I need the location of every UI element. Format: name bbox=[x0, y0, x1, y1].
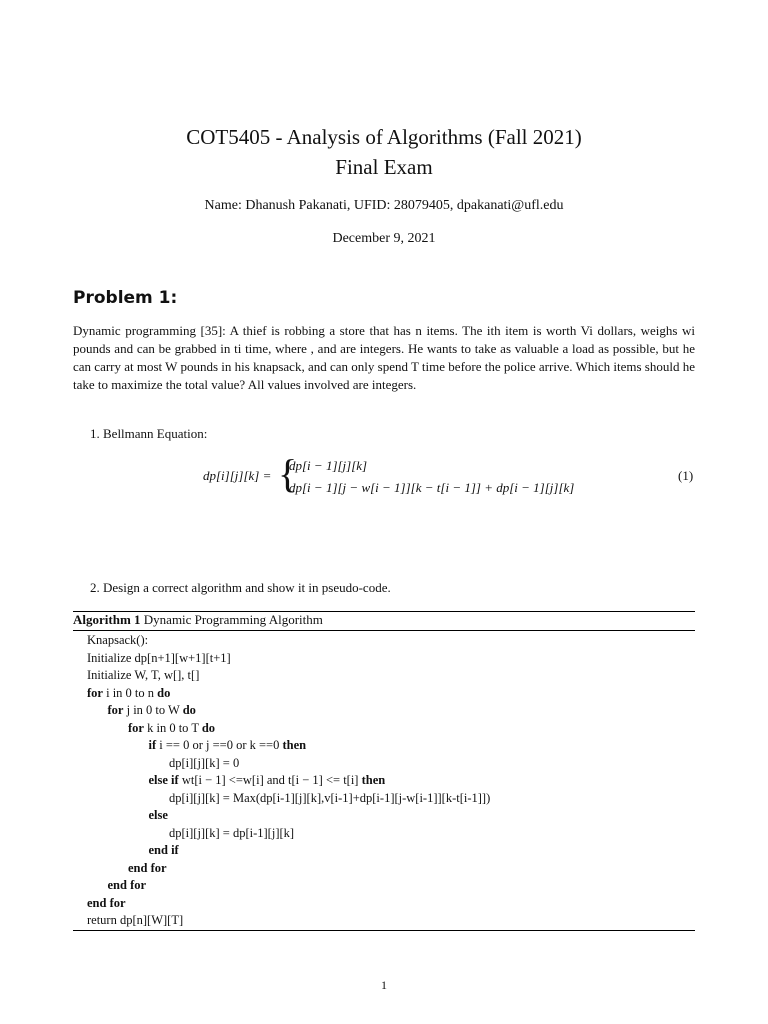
algorithm-line bbox=[87, 685, 490, 703]
algorithm-keyword: end for bbox=[128, 860, 167, 875]
equation-lhs: dp[i][j][k] = bbox=[203, 468, 272, 483]
algorithm-keyword: end for bbox=[107, 878, 147, 892]
algorithm-line bbox=[87, 720, 490, 738]
algorithm-keyword: for bbox=[128, 720, 144, 735]
algorithm-keyword: end for bbox=[87, 895, 126, 910]
algorithm-text: dp[i][j][k] = 0 bbox=[169, 755, 240, 770]
algorithm-line bbox=[87, 895, 490, 913]
equation-case-1: dp[i − 1][j][k] bbox=[289, 458, 368, 473]
algorithm-keyword: else bbox=[148, 808, 168, 822]
algorithm-text: j in 0 to W bbox=[123, 703, 183, 717]
algorithm-bottom-rule bbox=[73, 930, 695, 931]
algorithm-text: Initialize dp[n+1][w+1][t+1] bbox=[87, 650, 231, 665]
problem-paragraph: Dynamic programming [35]: A thief is robbing a store that has n items. The ith item is worth Vi dollars, weighs wi pounds and can be grabbed in ti time, where , and are integers. He wants to take as valuable a load as possible, but he can carry at most W pounds in his knapsack, and can only spend T time before the police arrive. Which items should he take to maximize the total value? All values involved are integers. bbox=[73, 323, 695, 392]
algorithm-keyword: then bbox=[282, 738, 307, 752]
algorithm-text: k in 0 to T bbox=[143, 720, 202, 735]
equation-block bbox=[0, 452, 768, 502]
algorithm-text: return dp[n][W][T] bbox=[87, 913, 184, 927]
algorithm-text: i == 0 or j ==0 or k ==0 bbox=[156, 738, 283, 752]
algorithm-line bbox=[87, 842, 490, 860]
algorithm-line bbox=[87, 755, 490, 773]
algorithm-line bbox=[87, 737, 490, 755]
algorithm-text: Initialize W, T, w[], t[] bbox=[87, 668, 200, 682]
algorithm-line bbox=[87, 650, 490, 668]
algorithm-keyword: then bbox=[361, 773, 386, 787]
algorithm-keyword: end if bbox=[148, 843, 179, 857]
algorithm-line bbox=[87, 632, 490, 650]
algorithm-text: wt[i − 1] <=w[i] and t[i − 1] <= t[i] bbox=[178, 773, 362, 787]
algorithm-caption-text: Dynamic Programming Algorithm bbox=[143, 612, 323, 627]
algorithm-text: dp[i][j][k] = dp[i-1][j][k] bbox=[169, 825, 295, 840]
algorithm-line bbox=[87, 772, 490, 790]
equation-number: (1) bbox=[678, 468, 694, 483]
algorithm-text: Knapsack(): bbox=[87, 633, 149, 647]
algorithm-text: i in 0 to n bbox=[102, 685, 158, 700]
algorithm-keyword: if bbox=[148, 738, 157, 752]
brace-glyph: { bbox=[278, 451, 298, 496]
algorithm-line bbox=[87, 912, 490, 930]
algorithm-body bbox=[87, 632, 490, 930]
algorithm-caption-label: Algorithm 1 bbox=[73, 612, 141, 627]
algorithm-caption bbox=[73, 612, 323, 628]
algorithm-keyword: else if bbox=[148, 773, 179, 787]
algorithm-line bbox=[87, 807, 490, 825]
list-item-bellmann: 1. Bellmann Equation: bbox=[90, 426, 208, 441]
algorithm-caption-rule bbox=[73, 630, 695, 631]
algorithm-line bbox=[87, 860, 490, 878]
algorithm-text: dp[i][j][k] = Max(dp[i-1][j][k],v[i-1]+dp[i-1][j-w[i-1]][k-t[i-1]]) bbox=[169, 790, 491, 805]
algorithm-keyword: do bbox=[182, 703, 196, 717]
algorithm-keyword: do bbox=[157, 685, 171, 700]
algorithm-line bbox=[87, 790, 490, 808]
problem-heading: Problem 1: bbox=[73, 288, 178, 308]
algorithm-keyword: for bbox=[107, 703, 124, 717]
algorithm-line bbox=[87, 825, 490, 843]
page-number: 1 bbox=[381, 978, 387, 992]
date-line: December 9, 2021 bbox=[332, 231, 436, 246]
author-line: Name: Dhanush Pakanati, UFID: 28079405, dpakanati@ufl.edu bbox=[204, 198, 564, 213]
paper-title: COT5405 - Analysis of Algorithms (Fall 2021) bbox=[186, 125, 582, 149]
equation-case-2: dp[i − 1][j − w[i − 1]][k − t[i − 1]] + dp[i − 1][j][k] bbox=[289, 480, 575, 495]
paper-subtitle: Final Exam bbox=[335, 155, 433, 179]
algorithm-keyword: for bbox=[87, 685, 103, 700]
algorithm-line bbox=[87, 667, 490, 685]
algorithm-line bbox=[87, 877, 490, 895]
list-item-design: 2. Design a correct algorithm and show it in pseudo-code. bbox=[90, 580, 391, 595]
algorithm-keyword: do bbox=[201, 720, 216, 735]
algorithm-line bbox=[87, 702, 490, 720]
